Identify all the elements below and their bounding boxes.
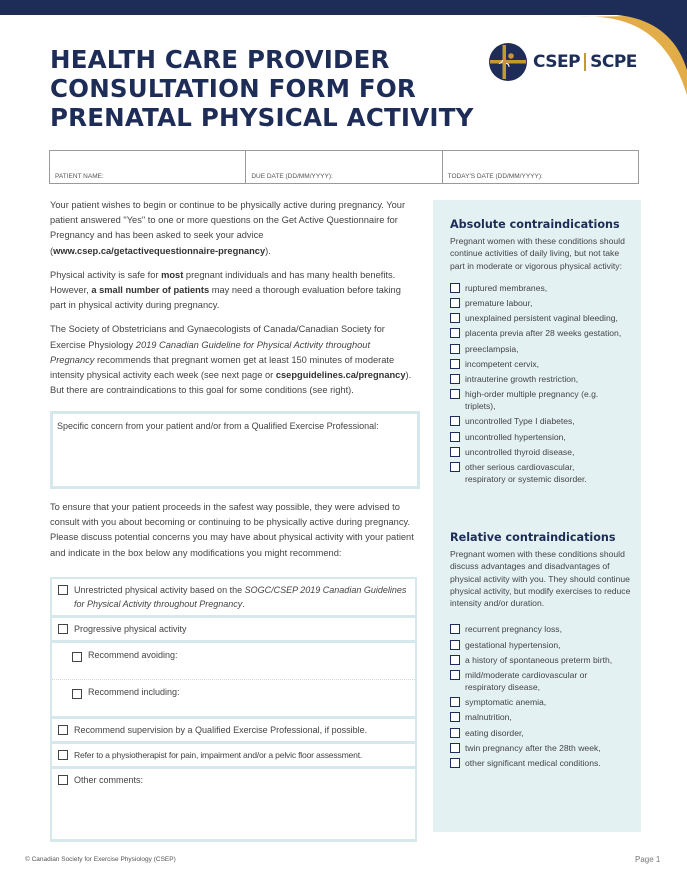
absolute-item-label: premature labour,: [465, 298, 533, 309]
relative-item-label: symptomatic anemia,: [465, 697, 547, 708]
absolute-heading: Absolute contraindications: [450, 218, 620, 231]
checkbox-icon[interactable]: [450, 743, 460, 753]
due-date-label: DUE DATE (DD/MM/YYYY):: [251, 173, 333, 180]
intro-p1-text: Your patient wishes to begin or continue to be physically active during pregnancy. Your patient answered "Yes" to one or more questions on the Get Active Questionnaire for Pregnancy and has been asked to seek your advice (: [50, 200, 406, 256]
intro-p2-end: may need a thorough evaluation before taking part in physical activity during pregnancy.: [50, 285, 401, 311]
absolute-item-label: uncontrolled Type I diabetes,: [465, 416, 575, 427]
relative-item[interactable]: [450, 623, 635, 635]
relative-item[interactable]: [450, 696, 635, 708]
intro-p2-bold-most: most: [161, 269, 184, 280]
relative-item-label: eating disorder,: [465, 727, 524, 738]
checkbox-icon[interactable]: [450, 313, 460, 323]
specific-concern-box[interactable]: [50, 411, 420, 489]
checkbox-icon[interactable]: [450, 374, 460, 384]
csep-logo: [488, 42, 637, 82]
absolute-list: [450, 282, 635, 485]
absolute-item-label: incompetent cervix,: [465, 358, 540, 369]
progressive-option[interactable]: [52, 618, 415, 640]
relative-list: [450, 623, 635, 769]
ensure-text: To ensure that your patient proceeds in the safest way possible, they were advised to consult with you about becoming or continuing to be physically active during pregnancy. Please discuss potential concerns you may have about physical activity with your patient and indicate in the box below any modifications you might recommend:: [50, 502, 414, 558]
intro-paragraph-2: [50, 268, 417, 314]
relative-item[interactable]: [450, 711, 635, 723]
relative-item-label: mild/moderate cardiovascular or respiratory disease,: [465, 670, 588, 693]
intro-p2-text-2: pregnant individuals and has many health benefits. However,: [50, 269, 396, 296]
unrestricted-label: [74, 583, 409, 611]
checkbox-icon[interactable]: [58, 624, 68, 634]
absolute-item-label: uncontrolled thyroid disease,: [465, 446, 575, 457]
absolute-item-label: ruptured membranes,: [465, 282, 548, 293]
due-date-field[interactable]: [246, 151, 442, 183]
relative-heading: Relative contraindications: [450, 531, 616, 544]
unrestricted-text: Unrestricted physical activity based on the: [74, 585, 245, 595]
relative-description: Pregnant women with these conditions should discuss advantages and disadvantages of physical activity with you. They should continue physical activity, but modify exercises to reduce intensity and/or duration.: [450, 549, 631, 609]
checkbox-icon[interactable]: [58, 725, 68, 735]
checkbox-icon[interactable]: [450, 389, 460, 399]
absolute-item[interactable]: [450, 431, 635, 443]
contraindications-panel: [433, 200, 641, 832]
intro-p2-bold-small: a small number of patients: [91, 285, 210, 296]
other-comments-option[interactable]: [52, 769, 415, 839]
checkbox-icon[interactable]: [450, 728, 460, 738]
absolute-item[interactable]: [450, 282, 635, 294]
absolute-item-label: other serious cardiovascular, respiratory or systemic disorder.: [465, 461, 587, 484]
relative-item-label: gestational hypertension,: [465, 639, 561, 650]
relative-item[interactable]: [450, 727, 635, 739]
footer-copyright: © Canadian Society for Exercise Physiology (CSEP): [25, 856, 176, 863]
absolute-item[interactable]: [450, 297, 635, 309]
relative-item-label: recurrent pregnancy loss,: [465, 624, 562, 635]
relative-item-label: twin pregnancy after the 28th week,: [465, 742, 601, 753]
checkbox-icon[interactable]: [450, 624, 460, 634]
absolute-item-label: intrauterine growth restriction,: [465, 374, 579, 385]
intro-paragraph-3: [50, 322, 417, 398]
absolute-item-label: preeclampsia,: [465, 343, 519, 354]
physio-label: Refer to a physiotherapist for pain, impairment and/or a pelvic floor assessment.: [74, 750, 363, 760]
absolute-item[interactable]: [450, 461, 635, 485]
relative-item[interactable]: [450, 757, 635, 769]
csep-emblem-icon: [488, 42, 528, 82]
recommend-avoiding-label: Recommend avoiding:: [88, 650, 178, 660]
patient-name-label: PATIENT NAME:: [55, 173, 104, 180]
recommendations-box: [50, 577, 417, 842]
unrestricted-guideline-title: SOGC/CSEP 2019 Canadian Guidelines for Physical Activity throughout Pregnancy: [74, 585, 407, 609]
page-title: [50, 45, 474, 132]
progressive-suboptions: [52, 643, 415, 716]
specific-concern-label: Specific concern from your patient and/or from a Qualified Exercise Professional:: [57, 421, 379, 431]
intro-p1-end: ).: [265, 245, 271, 256]
absolute-item[interactable]: [450, 327, 635, 339]
intro-p3-text-2: recommends that pregnant women get at least 150 minutes of moderate intensity physical activity each week (see next page or: [50, 354, 395, 381]
checkbox-icon[interactable]: [450, 359, 460, 369]
checkbox-icon[interactable]: [450, 712, 460, 722]
relative-item[interactable]: [450, 654, 635, 666]
supervision-label: Recommend supervision by a Qualified Exercise Professional, if possible.: [74, 725, 368, 735]
todays-date-field[interactable]: [443, 151, 638, 183]
intro-p3-text: The Society of Obstetricians and Gynaecologists of Canada/Canadian Society for Exercise Physiology: [50, 324, 385, 350]
intro-text: [50, 198, 417, 407]
absolute-item[interactable]: [450, 388, 635, 412]
unrestricted-end: .: [242, 599, 245, 609]
supervision-option[interactable]: [52, 719, 415, 741]
checkbox-icon[interactable]: [58, 585, 68, 595]
relative-item[interactable]: [450, 669, 635, 693]
recommend-including-label: Recommend including:: [88, 687, 180, 697]
guidelines-link[interactable]: csepguidelines.ca/pregnancy: [275, 370, 406, 381]
patient-info-row: [49, 150, 639, 184]
recommend-avoiding-option[interactable]: [52, 643, 415, 680]
absolute-item[interactable]: [450, 415, 635, 427]
relative-item[interactable]: [450, 639, 635, 651]
checkbox-icon[interactable]: [450, 697, 460, 707]
other-comments-label: Other comments:: [74, 775, 144, 785]
absolute-item[interactable]: [450, 373, 635, 385]
relative-item-label: malnutrition,: [465, 712, 512, 723]
checkbox-icon[interactable]: [450, 328, 460, 338]
absolute-item[interactable]: [450, 358, 635, 370]
absolute-item[interactable]: [450, 446, 635, 458]
relative-section: [450, 531, 635, 772]
checkbox-icon[interactable]: [450, 416, 460, 426]
recommend-including-option[interactable]: [52, 680, 415, 716]
absolute-item[interactable]: [450, 312, 635, 324]
guideline-title: 2019 Canadian Guideline for Physical Activity throughout Pregnancy: [50, 339, 371, 365]
logo-text-csep: CSEP: [533, 52, 581, 72]
intro-paragraph-1: [50, 198, 417, 259]
checkbox-icon[interactable]: [58, 775, 68, 785]
relative-item-label: a history of spontaneous preterm birth,: [465, 654, 613, 665]
checkbox-icon[interactable]: [450, 462, 460, 472]
absolute-section: [450, 218, 635, 488]
checkbox-icon[interactable]: [450, 432, 460, 442]
logo-divider: [584, 53, 586, 71]
checkbox-icon[interactable]: [450, 758, 460, 768]
absolute-item-label: high-order multiple pregnancy (e.g. triplets),: [465, 389, 599, 412]
checkbox-icon[interactable]: [72, 689, 82, 699]
progressive-label: Progressive physical activity: [74, 624, 187, 634]
checkbox-icon[interactable]: [450, 344, 460, 354]
checkbox-icon[interactable]: [450, 447, 460, 457]
absolute-item-label: placenta previa after 28 weeks gestation,: [465, 328, 622, 339]
checkbox-icon[interactable]: [450, 670, 460, 680]
page-number: Page 1: [635, 855, 661, 864]
title-line-2: CONSULTATION FORM FOR: [50, 74, 416, 103]
todays-date-label: TODAY'S DATE (DD/MM/YYYY):: [447, 173, 543, 180]
questionnaire-link[interactable]: www.csep.ca/getactivequestionnaire-pregnancy: [53, 245, 266, 256]
relative-item-label: other significant medical conditions.: [465, 757, 601, 768]
logo-text-scpe: SCPE: [590, 52, 637, 72]
physio-option[interactable]: [52, 744, 415, 766]
absolute-item[interactable]: [450, 343, 635, 355]
patient-name-field[interactable]: [50, 151, 246, 183]
title-line-3: PRENATAL PHYSICAL ACTIVITY: [50, 103, 474, 132]
checkbox-icon[interactable]: [450, 655, 460, 665]
absolute-description: Pregnant women with these conditions should continue activities of daily living, but not take part in moderate or vigorous physical activity:: [450, 236, 625, 271]
checkbox-icon[interactable]: [450, 298, 460, 308]
checkbox-icon[interactable]: [58, 750, 68, 760]
absolute-item-label: unexplained persistent vaginal bleeding,: [465, 313, 618, 324]
checkbox-icon[interactable]: [450, 640, 460, 650]
checkbox-icon[interactable]: [72, 652, 82, 662]
unrestricted-option[interactable]: [52, 579, 415, 615]
checkbox-icon[interactable]: [450, 283, 460, 293]
relative-item[interactable]: [450, 742, 635, 754]
absolute-item-label: uncontrolled hypertension,: [465, 431, 566, 442]
intro-p2-text: Physical activity is safe for: [50, 269, 162, 280]
title-line-1: HEALTH CARE PROVIDER: [50, 45, 390, 74]
intro-p3-end: ). But there are contraindications to this goal for some conditions (see right).: [50, 370, 412, 396]
